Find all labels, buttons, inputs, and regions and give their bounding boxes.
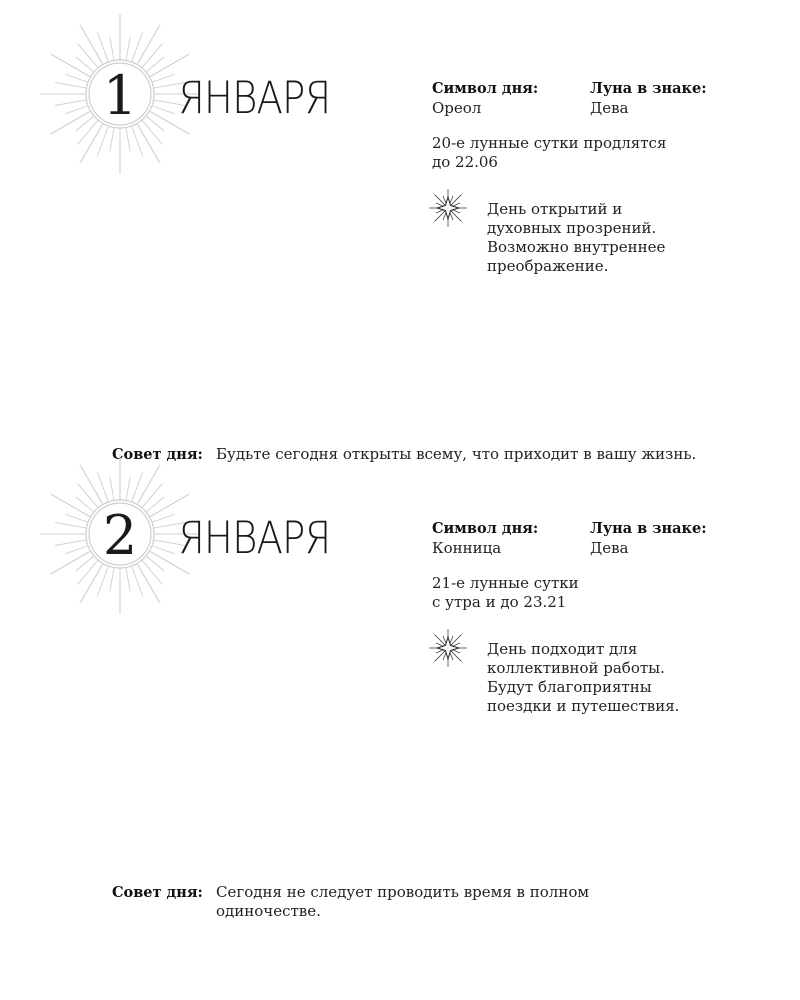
symbol-label: Символ дня: <box>432 520 539 537</box>
lunar-line: с утра и до 23.21 <box>432 593 567 611</box>
day-description <box>487 200 727 276</box>
advice-text <box>216 445 736 464</box>
month-name: ЯНВАРЯ <box>178 72 331 124</box>
description-line: День открытий и <box>487 200 623 218</box>
lunar-day-info <box>432 134 692 172</box>
symbol-value: Конница <box>432 539 502 557</box>
description-line: День подходит для <box>487 640 638 658</box>
description-line: Будут благоприятны <box>487 678 652 696</box>
advice-line: Сегодня не следует проводить время в полном <box>216 883 590 901</box>
advice-text <box>216 883 626 921</box>
day-number: 1 <box>102 64 138 127</box>
sparkle-star-icon <box>426 628 474 668</box>
lunar-line: 20-е лунные сутки продлятся <box>432 134 667 152</box>
moon-value: Дева <box>590 99 629 117</box>
lunar-day-info <box>432 574 692 612</box>
moon-value: Дева <box>590 539 629 557</box>
advice-label: Совет дня: <box>112 446 203 463</box>
day-number: 2 <box>102 504 138 567</box>
advice-line: Будьте сегодня открыты всему, что приходит в вашу жизнь. <box>216 445 697 463</box>
symbol-label: Символ дня: <box>432 80 539 97</box>
lunar-line: до 22.06 <box>432 153 498 171</box>
moon-label: Луна в знаке: <box>590 520 707 537</box>
advice-label: Совет дня: <box>112 884 203 901</box>
description-line: поездки и путешествия. <box>487 697 680 715</box>
day-description <box>487 640 727 716</box>
symbol-value: Ореол <box>432 99 482 117</box>
description-line: преображение. <box>487 257 609 275</box>
advice-line: одиночестве. <box>216 902 321 920</box>
sparkle-star-icon <box>426 188 474 228</box>
description-line: духовных прозрений. <box>487 219 657 237</box>
description-line: коллективной работы. <box>487 659 665 677</box>
lunar-line: 21-е лунные сутки <box>432 574 579 592</box>
description-line: Возможно внутреннее <box>487 238 666 256</box>
moon-label: Луна в знаке: <box>590 80 707 97</box>
month-name: ЯНВАРЯ <box>178 512 331 564</box>
